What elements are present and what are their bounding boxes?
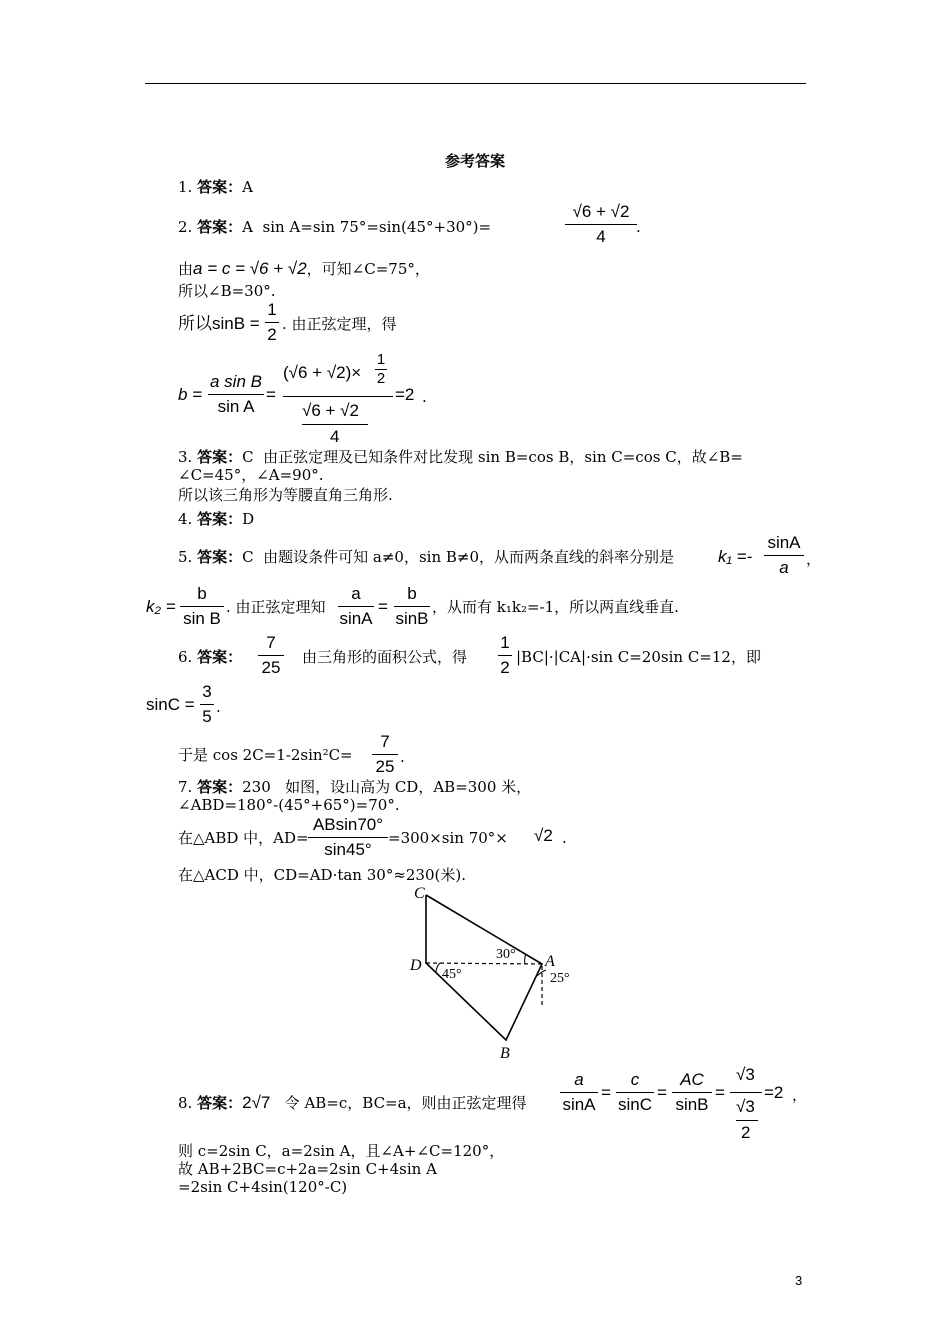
q2-number: 2. [178, 218, 193, 236]
q8-answer: 2√7 [242, 1093, 271, 1112]
q3-answer-label: 答案： [197, 448, 243, 466]
q4-answer: D [242, 510, 255, 528]
q8-line1 [178, 1094, 527, 1112]
q2-line1 [178, 218, 491, 236]
q8-frac3-den: sinB [675, 1095, 709, 1114]
q5-k1-num: sinA [767, 533, 801, 552]
q8-text4: =2sin C+4sin(120°-C) [178, 1178, 348, 1196]
q8-frac2 [616, 1070, 654, 1115]
q7-answer-label: 答案： [197, 778, 243, 796]
q6-result-num: 7 [380, 732, 390, 751]
q8-frac4-den-den: 2 [741, 1123, 751, 1142]
q8-eq1: = [601, 1083, 611, 1102]
q2-line2 [178, 260, 430, 278]
q8-number: 8. [178, 1094, 193, 1112]
q5-ratio2 [394, 584, 430, 629]
q1-number: 1. [178, 178, 193, 196]
q7-frac-num: ABsin70° [312, 815, 384, 834]
q2-line4-den: 2 [267, 325, 277, 344]
q7-text4: 在△ACD 中，CD=AD·tan 30°≈230(米). [178, 866, 466, 884]
q6-result-den: 25 [375, 757, 395, 776]
q7-text3-post: =300×sin 70°× [388, 829, 508, 847]
q3-answer: C [242, 448, 254, 466]
q7-answer: 230 [242, 778, 271, 796]
q7-fraction [308, 815, 388, 860]
q8-eq3: = [715, 1083, 725, 1102]
q6-answer-fraction [258, 633, 284, 678]
q6-half-num: 1 [500, 633, 510, 652]
q5-ratio1-den: sinA [339, 609, 373, 628]
figure-label-b: B [500, 1045, 510, 1062]
q7-dot: . [562, 829, 567, 847]
q2-line3: 所以∠B=30°. [178, 282, 276, 300]
page-number: 3 [795, 1273, 803, 1288]
q7-line1 [178, 778, 531, 796]
q8-frac3 [672, 1070, 712, 1115]
q6-sinc-num: 3 [202, 682, 212, 701]
q8-frac1-num: a [574, 1070, 584, 1089]
figure-angle-25: 25° [550, 971, 570, 986]
q2-line2-post: ，可知∠C=75°， [306, 260, 430, 278]
q2-frac-num: √6 + √2 [572, 202, 630, 221]
q5-number: 5. [178, 548, 193, 566]
q2-line4 [178, 315, 260, 333]
q6-text2: |BC|·|CA|·sin C=20sin C=12，即 [516, 648, 761, 666]
q8-frac4-den-num: √3 [736, 1097, 755, 1116]
q8-eq2: = [657, 1083, 667, 1102]
q3-text1: 由正弦定理及已知条件对比发现 sin B=cos B，sin C=cos C，故∠B= [263, 448, 743, 466]
q6-sinc-fraction [200, 682, 214, 727]
q5-line1 [178, 548, 674, 566]
q7-sqrt2: √2 [534, 826, 553, 845]
q1-answer-label: 答案： [197, 178, 243, 196]
q2-b-sub-bar [302, 424, 368, 425]
q7-text2: ∠ABD=180°-(45°+65°)=70°. [178, 796, 400, 814]
q5-answer-label: 答案： [197, 548, 243, 566]
q8-answer-label: 答案： [197, 1094, 243, 1112]
q5-eq: = [378, 597, 388, 616]
q8-frac2-den: sinC [617, 1095, 652, 1114]
q2-b-lhs-text: b = [178, 385, 203, 404]
q7-frac-den: sin45° [324, 840, 372, 859]
q2-fraction [565, 202, 637, 247]
q8-text2: 则 c=2sin C，a=2sin A，且∠A+∠C=120°， [178, 1142, 505, 1160]
q6-dot2: . [400, 748, 405, 766]
q5-answer: C [242, 548, 254, 566]
q2-b-eq: = [266, 385, 276, 404]
figure-label-c: C [414, 885, 425, 902]
figure-label-a: A [545, 953, 555, 970]
q5-text2: . 由正弦定理知 [226, 598, 326, 616]
q6-result-fraction [372, 732, 398, 777]
q6-half [498, 633, 512, 678]
q7-number: 7. [178, 778, 193, 796]
page-title: 参考答案 [444, 152, 505, 170]
q2-b-frac1-den: sin A [217, 397, 255, 416]
q8-frac4-sub-bar [736, 1120, 758, 1121]
header-rule [145, 83, 806, 84]
q8-frac4-bar [730, 1092, 762, 1093]
q7-text3-pre: 在△ABD 中，AD= [178, 829, 309, 847]
q5-text1: 由题设条件可知 a≠0，sin B≠0，从而两条直线的斜率分别是 [263, 548, 675, 566]
q1 [178, 178, 253, 196]
q5-text3: ，从而有 k₁k₂=-1，所以两直线垂直. [432, 598, 679, 616]
q2-b-half [375, 352, 387, 387]
figure-angle-30: 30° [496, 947, 516, 962]
q8-text1: 令 AB=c，BC=a，则由正弦定理得 [284, 1094, 527, 1112]
q8-frac1 [560, 1070, 598, 1115]
q6-number: 6. [178, 648, 193, 666]
figure-angle-45: 45° [442, 967, 462, 982]
q2-line4-post: . 由正弦定理，得 [282, 315, 397, 333]
q1-answer: A [242, 178, 253, 196]
q3-text3: 所以该三角形为等腰直角三角形. [178, 486, 393, 504]
figure-angle-30-arc [525, 954, 526, 964]
q5-k1: k₁ =- [718, 547, 753, 566]
q6-dot: . [216, 698, 221, 716]
q8-frac2-num: c [630, 1070, 640, 1089]
q8-frac1-den: sinA [562, 1095, 596, 1114]
q6-answer-label: 答案： [197, 648, 243, 666]
q5-k2-fraction [180, 584, 224, 629]
q8-frac4-num: √3 [736, 1065, 755, 1084]
q2-line2-expr: a = c = √6 + √2 [193, 259, 307, 278]
q2-line4-num: 1 [267, 300, 277, 319]
q5-ratio2-den: sinB [395, 609, 429, 628]
q3-number: 3. [178, 448, 193, 466]
q5-comma: ， [806, 550, 822, 568]
q6-line1 [178, 648, 242, 666]
q4-answer-label: 答案： [197, 510, 243, 528]
q5-k1-den: a [779, 558, 789, 577]
q2-answer: A [242, 218, 253, 236]
q2-answer-label: 答案： [197, 218, 243, 236]
q2-dot: . [636, 218, 641, 236]
q6-sinc-den: 5 [202, 707, 212, 726]
q4-number: 4. [178, 510, 193, 528]
q8-text3: 故 AB+2BC=c+2a=2sin C+4sin A [178, 1160, 437, 1178]
q7-text1: 如图，设山高为 CD，AB=300 米， [285, 778, 532, 796]
q6-text1: 由三角形的面积公式，得 [302, 648, 468, 666]
q5-k2-den: sin B [183, 609, 221, 628]
q2-b-main-bar [283, 396, 393, 397]
q2-b-den2a: √6 + √2 [302, 401, 359, 420]
q5-k2-num: b [197, 584, 207, 603]
q2-line4-fraction [265, 300, 279, 345]
q2-b-lhs [178, 386, 202, 404]
q4 [178, 510, 254, 528]
q2-b-num2: (√6 + √2)× [283, 363, 362, 382]
q6-sinc: sinC = [146, 695, 195, 714]
geometry-figure [400, 880, 590, 1065]
q2-b-dot: . [422, 388, 427, 406]
q5-ratio1 [338, 584, 374, 629]
q8-result: =2 [764, 1083, 784, 1102]
q2-b-frac1-num: a sin B [210, 372, 262, 391]
q5-k1-fraction [764, 533, 804, 578]
q2-b-den2b: 4 [330, 427, 340, 446]
q5-ratio2-num: b [407, 584, 417, 603]
q5-ratio1-num: a [351, 584, 361, 603]
q2-b-frac1 [208, 372, 264, 417]
q6-answer-num: 7 [266, 633, 276, 652]
q2-b-result: =2 [395, 385, 415, 404]
q3-line1 [178, 448, 743, 466]
figure-angle-45-arc [436, 963, 440, 973]
q2-line4-pre: 所以sinB = [178, 314, 260, 333]
q2-line2-pre: 由 [178, 260, 194, 278]
q2-text: sin A=sin 75°=sin(45°+30°)= [262, 218, 492, 236]
q2-b-half-num: 1 [376, 351, 386, 368]
q6-half-den: 2 [500, 658, 510, 677]
q2-frac-den: 4 [596, 227, 606, 246]
q8-comma: ， [792, 1086, 808, 1104]
q5-k2: k₂ = [146, 597, 176, 616]
q2-b-half-den: 2 [376, 370, 386, 387]
figure-label-d: D [410, 957, 422, 974]
q6-answer-den: 25 [261, 658, 281, 677]
q8-frac3-num: AC [680, 1070, 704, 1089]
q6-text3: 于是 cos 2C=1-2sin²C= [178, 746, 353, 764]
q3-text2: ∠C=45°，∠A=90°. [178, 466, 324, 484]
